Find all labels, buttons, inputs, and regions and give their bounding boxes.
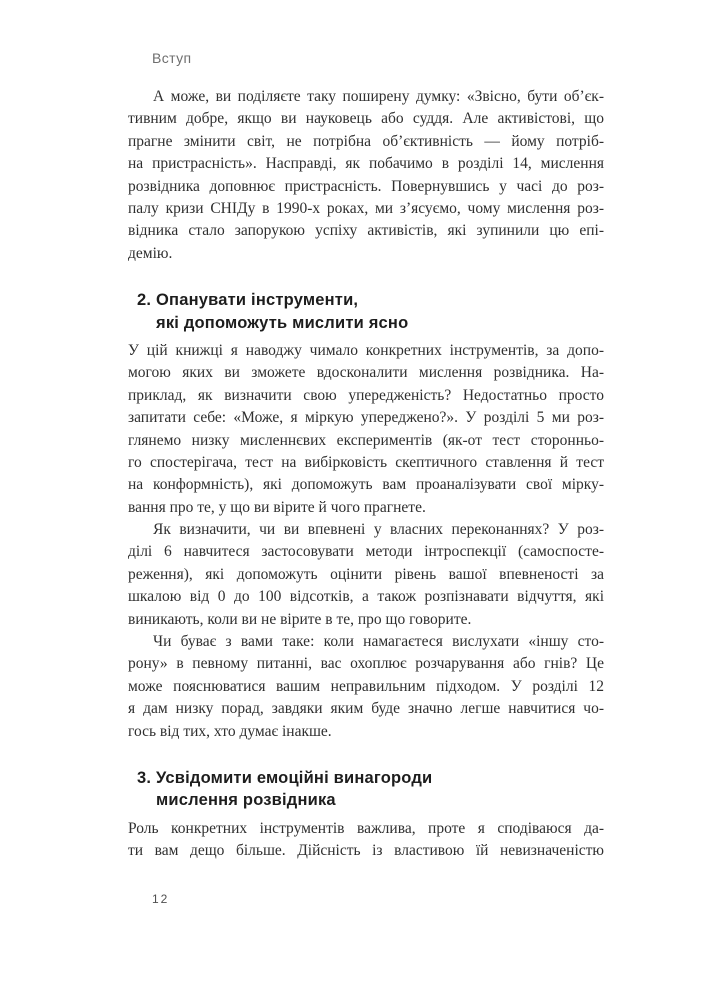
heading-line: які допоможуть мислити ясно: [156, 313, 409, 332]
text-line: ділі 6 навчитеся застосовувати методи інтроспекції (самоспосте-: [128, 543, 604, 561]
heading-line: Опанувати інструменти,: [156, 291, 359, 310]
page-content: [128, 86, 604, 863]
section-heading: [128, 289, 604, 334]
text-line: вання про те, у що ви вірите й чого прагнете.: [128, 498, 426, 516]
paragraph: [128, 340, 604, 519]
text-line: шкалою від 0 до 100 відсотків, а також розпізнавати відчуття, які: [128, 588, 604, 606]
text-line: прагне змінити світ, не потрібна об’єктивність — йому потріб-: [128, 132, 604, 150]
running-header: Вступ: [152, 50, 192, 66]
section-heading: [128, 767, 604, 812]
text-line: глянемо низку мисленнєвих експериментів (як-от тест сторонньо-: [128, 431, 604, 449]
text-line: виникають, коли ви не вірите в те, про що говорите.: [128, 610, 472, 628]
text-line: Роль конкретних інструментів важлива, проте я сподіваюся да-: [128, 819, 604, 837]
text-line: розвідника доповнює пристрасність. Повернувшись у часі до роз-: [128, 177, 604, 195]
text-line: У цій книжці я наводжу чимало конкретних інструментів, за допо-: [128, 341, 604, 359]
text-line: на пристрасність». Насправді, як побачимо в розділі 14, мислення: [128, 155, 604, 173]
text-line: палу кризи СНІДу в 1990-х роках, ми з’ясуємо, чому мислення роз-: [128, 199, 604, 217]
paragraph: [128, 86, 604, 265]
text-line: ти вам дещо більше. Дійсність із властивою їй невизначеністю: [128, 842, 604, 860]
text-line: тивним добре, якщо ви науковець або суддя. Але активістові, що: [128, 110, 604, 128]
text-line: демію.: [128, 244, 173, 262]
text-line: відника стало запорукою успіху активістів, які зупинили цю епі-: [128, 222, 604, 240]
text-line: рону» в певному питанні, вас охоплює розчарування або гнів? Це: [128, 655, 604, 673]
text-line: Як визначити, чи ви впевнені у власних переконаннях? У роз-: [153, 521, 604, 539]
text-line: приклад, як визначити свою упередженість? Недостатньо просто: [128, 386, 604, 404]
paragraph: [128, 818, 604, 863]
page-number: 12: [152, 892, 170, 906]
section-number: 2.: [137, 291, 152, 310]
text-line: го спостерігача, тест на вибірковість скептичного ставлення й тест: [128, 453, 604, 471]
text-line: я дам низку порад, завдяки яким буде значно легше навчитися чо-: [128, 700, 604, 718]
text-line: Чи буває з вами таке: коли намагаєтеся вислухати «іншу сто-: [153, 633, 604, 651]
section-number: 3.: [137, 768, 152, 787]
text-line: А може, ви поділяєте таку поширену думку: «Звісно, бути об’єк-: [153, 88, 604, 105]
text-line: реження), які допоможуть оцінити рівень вашої впевненості за: [128, 565, 604, 583]
text-line: могою яких ви зможете вдосконалити мислення розвідника. На-: [128, 364, 604, 382]
heading-line: мислення розвідника: [156, 791, 336, 810]
heading-line: Усвідомити емоційні винагороди: [156, 768, 433, 787]
paragraph: [128, 631, 604, 743]
text-line: запитати себе: «Може, я міркую упереджено?». У розділі 5 ми роз-: [128, 409, 604, 427]
text-line: на конформність), які допоможуть вам проаналізувати свої мірку-: [128, 476, 604, 494]
text-line: може пояснюватися вашим неправильним підходом. У розділі 12: [128, 677, 604, 695]
text-line: гось від тих, хто думає інакше.: [128, 722, 332, 740]
paragraph: [128, 519, 604, 631]
